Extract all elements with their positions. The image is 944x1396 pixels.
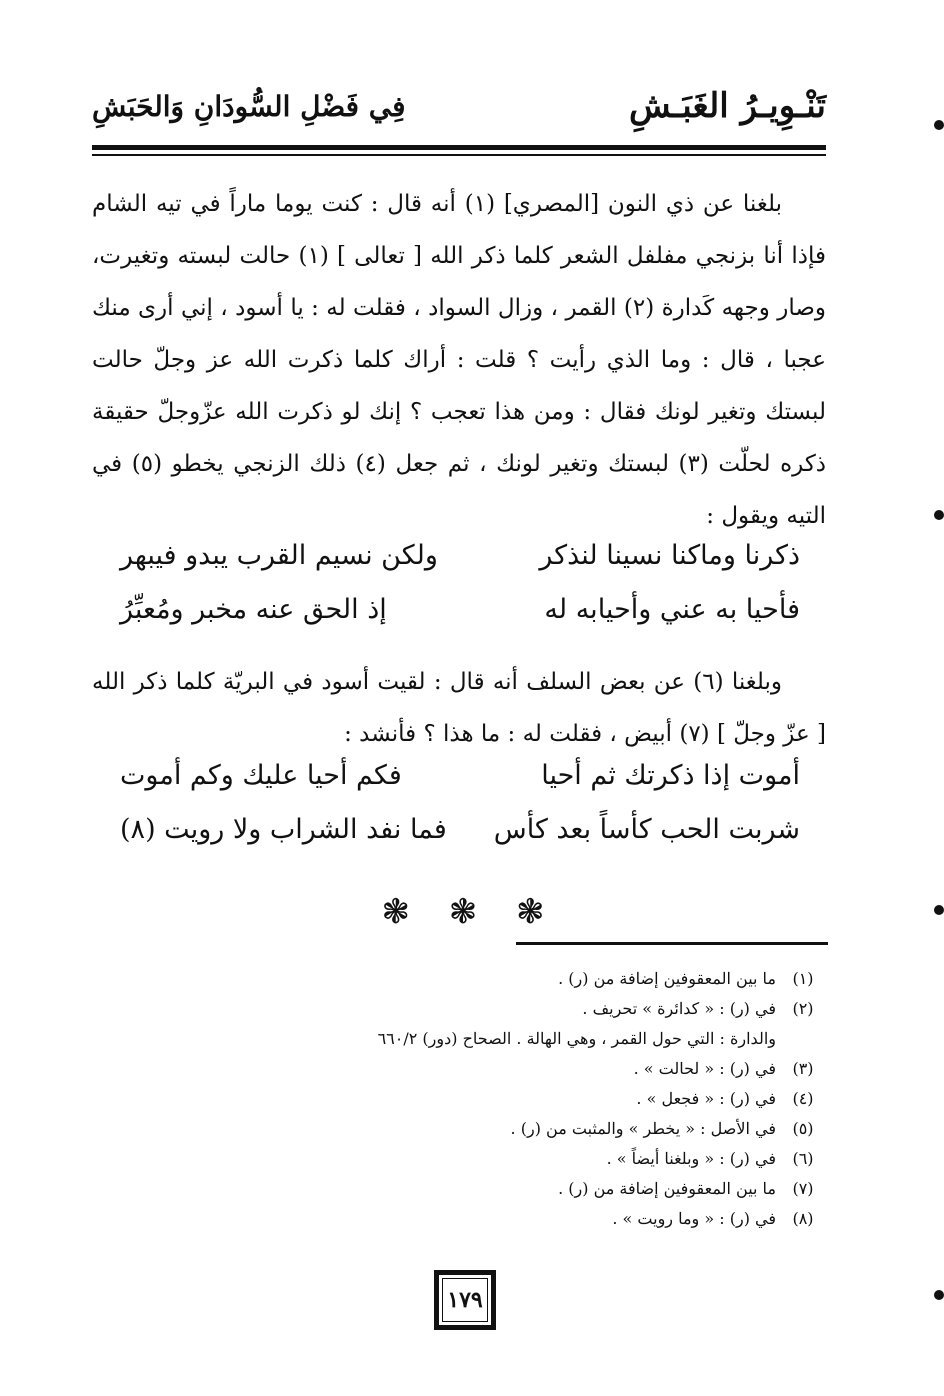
scan-margin-mark [934,510,944,520]
footnote-item [250,964,830,994]
header-rule-thin [92,154,826,156]
verse-first-hemistich: أموت إذا ذكرتك ثم أحيا [541,760,800,791]
scan-margin-mark [934,120,944,130]
footnote-number: (٣) [792,1059,814,1078]
footnote-text: في (ر) : « فجعل » . [636,1089,776,1108]
verse-line [120,760,800,812]
footnote-item [250,1024,830,1054]
footnote-number: (٨) [792,1209,814,1228]
footnote-number: (٥) [792,1119,814,1138]
verse-second-hemistich: ولكن نسيم القرب يبدو فيبهر [120,540,438,571]
running-header [92,78,826,138]
footnote-item [250,1084,830,1114]
footnote-item [250,1114,830,1144]
page-number: ١٧٩ [447,1287,483,1313]
footnote-number: (١) [792,969,814,988]
footnote-text: والدارة : التي حول القمر ، وهي الهالة . الصحاح (دور) ٦٦٠/٢ [377,1029,776,1048]
scan-margin-mark [934,1290,944,1300]
footnote-text: في (ر) : « لحالت » . [633,1059,776,1078]
footnote-number: (٤) [792,1089,814,1108]
verse-line [120,814,800,866]
footnote-item [250,1054,830,1084]
verse-second-hemistich: فما نفد الشراب ولا رويت (٨) [120,814,447,845]
verse-first-hemistich: فأحيا به عني وأحيابه له [544,594,800,625]
section-separator-ornament: ❃ ❃ ❃ [381,892,559,932]
footnote-text: ما بين المعقوفين إضافة من (ر) . [558,969,776,988]
main-paragraph [92,178,826,542]
verse-first-hemistich: شربت الحب كأساً بعد كأس [493,814,800,845]
verse-second-hemistich: إذ الحق عنه مخبر ومُعبِّرُ [120,594,387,625]
footnote-text: في الأصل : « يخطر » والمثبت من (ر) . [510,1119,776,1138]
verse-first-hemistich: ذكرنا وماكنا نسينا لنذكر [539,540,800,571]
footnote-number: (٦) [792,1149,814,1168]
footnotes [250,964,830,1234]
header-subtitle: فِي فَضْلِ السُّودَانِ وَالحَبَشِ [92,90,406,123]
footnote-number [776,1024,830,1054]
header-book-title: تَنْـوِيـرُ الغَبَـشِ [628,86,826,126]
footnote-text: في (ر) : « وبلغنا أيضاً » . [606,1149,776,1168]
paragraph-text: بلغنا عن ذي النون [المصري] (١) أنه قال : كنت يوما ماراً في تيه الشام فإذا أنا بزنجي مفلفل الشعر كلما ذكر الله [ تعالى ] (١) حالت لبسته وتغيرت، وصار وجهه كَدارة (٢) القمر ، وزال السواد ، فقلت له : يا أسود ، إني أرى منك عجبا ، قال : وما الذي رأيت ؟ قلت : أراك كلما ذكرت الله عز وجلّ حالت لبستك وتغير لونك فقال : ومن هذا تعجب ؟ إنك لو ذكرت الله عزّوجلّ حقيقة ذكره لحلّت (٣) لبستك وتغير لونك ، ثم جعل (٤) ذلك الزنجي يخطو (٥) في التيه ويقول : [92,191,827,529]
footnote-text: في (ر) : « وما رويت » . [612,1209,776,1228]
verse-line [120,540,800,592]
footnote-number: (٧) [792,1179,814,1198]
footnote-item [250,994,830,1024]
footnote-item [250,1144,830,1174]
verse-second-hemistich: فكم أحيا عليك وكم أموت [120,760,402,791]
page-number-box [434,1270,496,1330]
scan-margin-mark [934,905,944,915]
footnote-text: ما بين المعقوفين إضافة من (ر) . [558,1179,776,1198]
footnote-item [250,1174,830,1204]
paragraph-text: وبلغنا (٦) عن بعض السلف أنه قال : لقيت أسود في البريّة كلما ذكر الله [ عزّ وجلّ ] (٧) أبيض ، فقلت له : ما هذا ؟ فأنشد : [92,669,826,747]
second-paragraph [92,656,826,760]
header-rule-thick [92,145,826,150]
footnote-text: في (ر) : « كدائرة » تحريف . [582,999,776,1018]
footnote-item [250,1204,830,1234]
footnote-rule [516,942,828,945]
footnote-number: (٢) [792,999,814,1018]
verse-line [120,594,800,646]
